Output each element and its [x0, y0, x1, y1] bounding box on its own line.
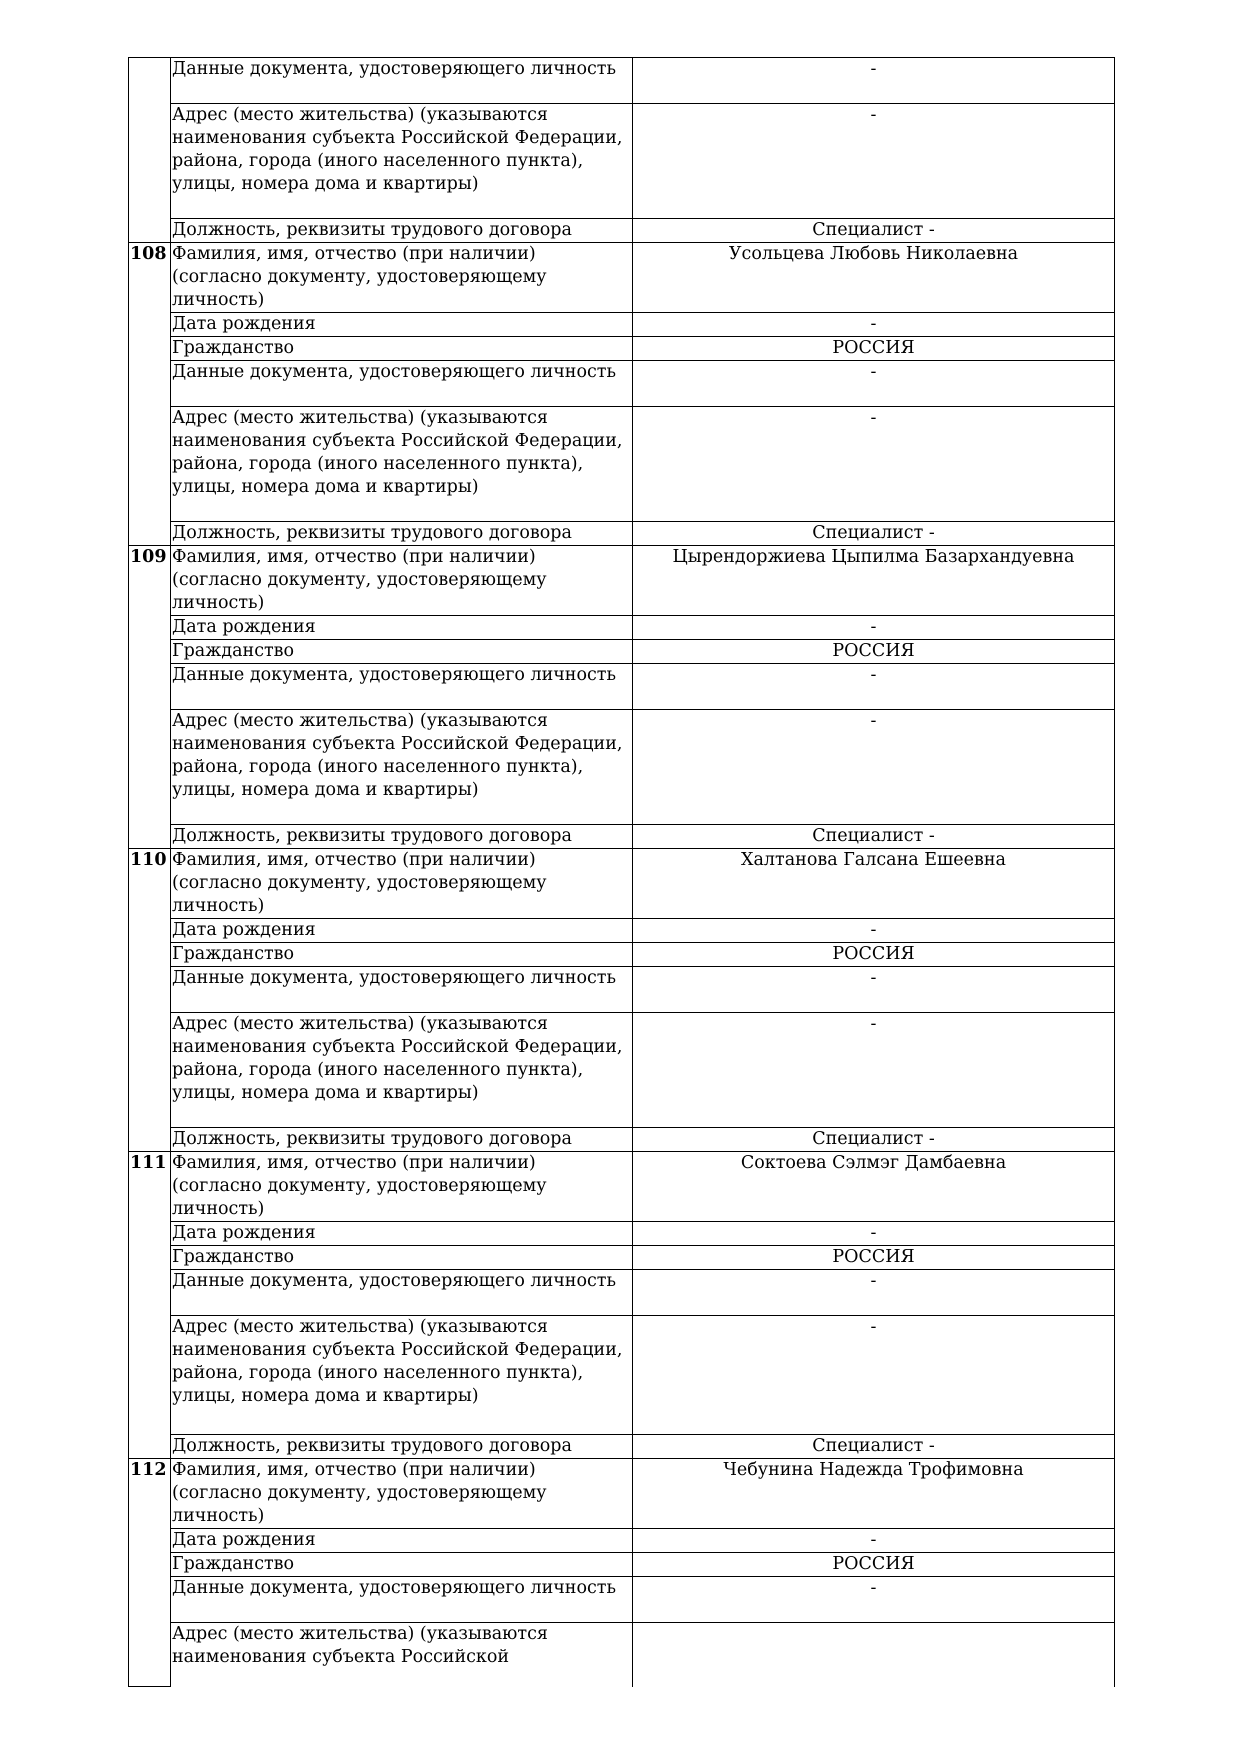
table-row [129, 967, 1115, 1013]
table-row [129, 1435, 1115, 1459]
value-birth: - [633, 1529, 1115, 1553]
table-row [129, 616, 1115, 640]
value-position: Специалист - [633, 1435, 1115, 1459]
value-citizenship: РОССИЯ [633, 1553, 1115, 1577]
table-row [129, 1459, 1115, 1529]
value-id-doc: - [633, 361, 1115, 407]
table-row [129, 407, 1115, 522]
value-citizenship: РОССИЯ [633, 337, 1115, 361]
value-fio: Цырендоржиева Цыпилма Базархандуевна [633, 546, 1115, 616]
table-row [129, 58, 1115, 104]
value-address: - [633, 710, 1115, 825]
table-row [129, 243, 1115, 313]
label-id-doc: Данные документа, удостоверяющего личность [171, 361, 633, 407]
table-row [129, 943, 1115, 967]
label-id-doc: Данные документа, удостоверяющего личность [171, 1577, 633, 1623]
label-fio: Фамилия, имя, отчество (при наличии) (согласно документу, удостоверяющему личность) [171, 1152, 633, 1222]
label-address: Адрес (место жительства) (указываются наименования субъекта Российской Федерации, района, города (иного населенного пункта), улицы, номера дома и квартиры) [171, 104, 633, 219]
label-fio: Фамилия, имя, отчество (при наличии) (согласно документу, удостоверяющему личность) [171, 849, 633, 919]
value-citizenship: РОССИЯ [633, 1246, 1115, 1270]
value-birth: - [633, 1222, 1115, 1246]
table-row [129, 640, 1115, 664]
value-address: - [633, 1013, 1115, 1128]
table-row [129, 849, 1115, 919]
label-birth: Дата рождения [171, 1222, 633, 1246]
label-address: Адрес (место жительства) (указываются наименования субъекта Российской Федерации, района, города (иного населенного пункта), улицы, номера дома и квартиры) [171, 710, 633, 825]
value-position: Специалист - [633, 1128, 1115, 1152]
table-row [129, 1553, 1115, 1577]
table-row [129, 919, 1115, 943]
label-citizenship: Гражданство [171, 1246, 633, 1270]
label-position: Должность, реквизиты трудового договора [171, 1128, 633, 1152]
label-address: Адрес (место жительства) (указываются наименования субъекта Российской Федерации, района, города (иного населенного пункта), улицы, номера дома и квартиры) [171, 1316, 633, 1435]
table-row [129, 1128, 1115, 1152]
value-fio: Чебунина Надежда Трофимовна [633, 1459, 1115, 1529]
label-birth: Дата рождения [171, 616, 633, 640]
table-row [129, 1623, 1115, 1687]
label-fio: Фамилия, имя, отчество (при наличии) (согласно документу, удостоверяющему личность) [171, 546, 633, 616]
label-citizenship: Гражданство [171, 943, 633, 967]
label-id-doc: Данные документа, удостоверяющего личность [171, 1270, 633, 1316]
label-position: Должность, реквизиты трудового договора [171, 219, 633, 243]
value-address: - [633, 1316, 1115, 1435]
table-row [129, 313, 1115, 337]
table-row [129, 337, 1115, 361]
table-row [129, 1577, 1115, 1623]
label-citizenship: Гражданство [171, 1553, 633, 1577]
value-id-doc: - [633, 58, 1115, 104]
table-row [129, 1152, 1115, 1222]
table-row [129, 104, 1115, 219]
value-address: - [633, 407, 1115, 522]
row-number: 110 [129, 849, 171, 1152]
value-id-doc: - [633, 1577, 1115, 1623]
table-row [129, 1222, 1115, 1246]
value-fio: Усольцева Любовь Николаевна [633, 243, 1115, 313]
label-fio: Фамилия, имя, отчество (при наличии) (согласно документу, удостоверяющему личность) [171, 1459, 633, 1529]
value-fio: Соктоева Сэлмэг Дамбаевна [633, 1152, 1115, 1222]
value-birth: - [633, 919, 1115, 943]
table-row [129, 522, 1115, 546]
label-birth: Дата рождения [171, 1529, 633, 1553]
table-row [129, 1013, 1115, 1128]
value-citizenship: РОССИЯ [633, 640, 1115, 664]
value-id-doc: - [633, 1270, 1115, 1316]
label-position: Должность, реквизиты трудового договора [171, 522, 633, 546]
persons-table [128, 57, 1115, 1687]
table-row [129, 546, 1115, 616]
value-position: Специалист - [633, 219, 1115, 243]
value-fio: Халтанова Галсана Ешеевна [633, 849, 1115, 919]
table-row [129, 1270, 1115, 1316]
value-address [633, 1623, 1115, 1687]
table-row [129, 219, 1115, 243]
value-address: - [633, 104, 1115, 219]
row-number: 109 [129, 546, 171, 849]
table-row [129, 361, 1115, 407]
value-position: Специалист - [633, 825, 1115, 849]
label-id-doc: Данные документа, удостоверяющего личность [171, 664, 633, 710]
value-birth: - [633, 616, 1115, 640]
label-position: Должность, реквизиты трудового договора [171, 825, 633, 849]
label-address: Адрес (место жительства) (указываются наименования субъекта Российской Федерации, района, города (иного населенного пункта), улицы, номера дома и квартиры) [171, 1013, 633, 1128]
table-row [129, 710, 1115, 825]
table-row [129, 1246, 1115, 1270]
table-row [129, 1529, 1115, 1553]
value-birth: - [633, 313, 1115, 337]
label-position: Должность, реквизиты трудового договора [171, 1435, 633, 1459]
row-number: 108 [129, 243, 171, 546]
label-address: Адрес (место жительства) (указываются наименования субъекта Российской [171, 1623, 633, 1687]
row-number-continued [129, 58, 171, 243]
label-birth: Дата рождения [171, 313, 633, 337]
label-birth: Дата рождения [171, 919, 633, 943]
value-id-doc: - [633, 664, 1115, 710]
value-citizenship: РОССИЯ [633, 943, 1115, 967]
label-id-doc: Данные документа, удостоверяющего личность [171, 967, 633, 1013]
label-citizenship: Гражданство [171, 337, 633, 361]
label-address: Адрес (место жительства) (указываются наименования субъекта Российской Федерации, района, города (иного населенного пункта), улицы, номера дома и квартиры) [171, 407, 633, 522]
table-row [129, 1316, 1115, 1435]
label-id-doc: Данные документа, удостоверяющего личность [171, 58, 633, 104]
row-number: 111 [129, 1152, 171, 1459]
label-fio: Фамилия, имя, отчество (при наличии) (согласно документу, удостоверяющему личность) [171, 243, 633, 313]
label-citizenship: Гражданство [171, 640, 633, 664]
row-number: 112 [129, 1459, 171, 1687]
value-id-doc: - [633, 967, 1115, 1013]
value-position: Специалист - [633, 522, 1115, 546]
table-row [129, 825, 1115, 849]
table-row [129, 664, 1115, 710]
